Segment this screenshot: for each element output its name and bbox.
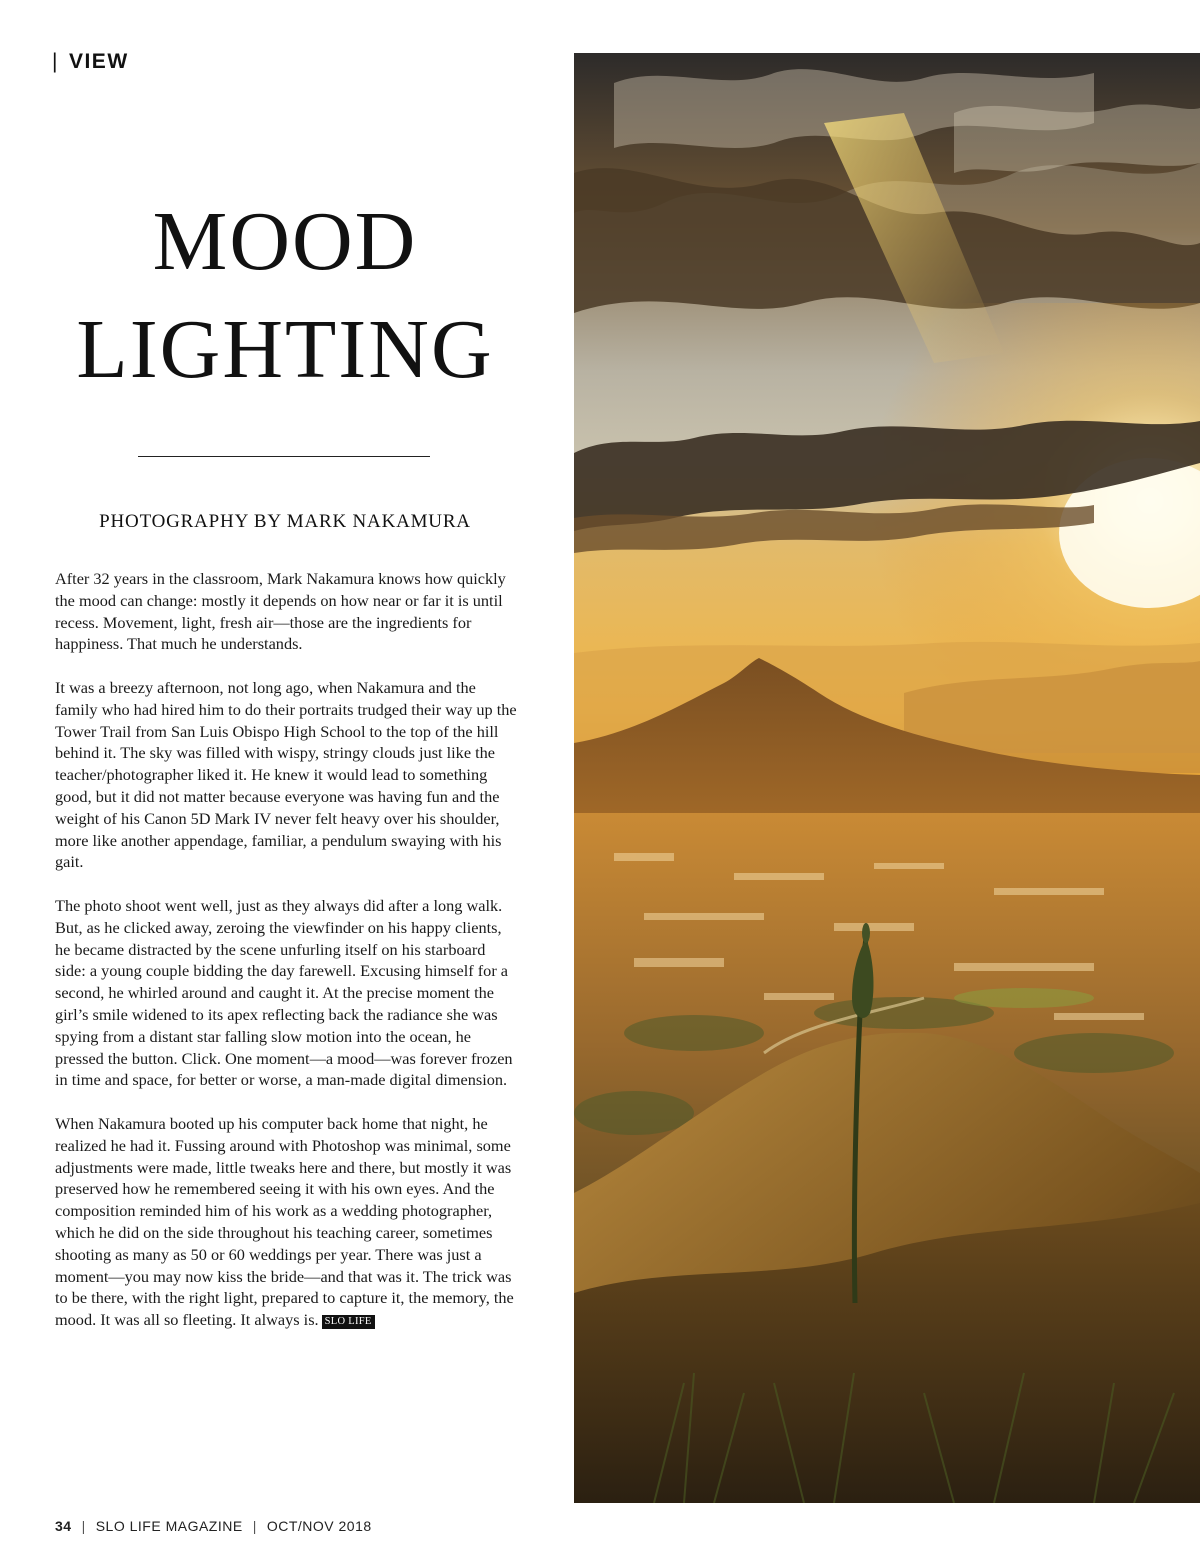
title-line-2: LIGHTING (76, 303, 494, 396)
page-footer (55, 1518, 372, 1534)
body-paragraph-4-text: When Nakamura booted up his computer back home that night, he realized he had it. Fussing around with Photoshop was minimal, some adjustments were made, little tweaks here and there, but mostly it was preserved how he remembered seeing it with his own eyes. And the composition reminded him of his work as a wedding photographer, which he did on the side throughout his teaching career, sometimes shooting as many as 50 or 60 weddings per year. There was just a moment—you may now kiss the bride—and that was it. The trick was to be there, with the right light, prepared to capture it, the memory, the mood. It was all so fleeting. It always is. (55, 1113, 514, 1330)
landscape-photo (574, 53, 1200, 1503)
article-body (55, 568, 517, 1353)
section-label-text: VIEW (68, 50, 129, 73)
footer-separator: | (252, 1518, 257, 1534)
body-paragraph-1: After 32 years in the classroom, Mark Nakamura knows how quickly the mood can change: mostly it depends on how near or far it is until recess. Movement, light, fresh air—those are the ingredients for happiness. That much he understands. (55, 569, 506, 654)
section-label (52, 50, 129, 74)
page-number: 34 (55, 1518, 72, 1534)
end-mark-badge: SLO LIFE (322, 1315, 375, 1329)
section-divider: | (52, 50, 59, 73)
title-divider-rule (138, 456, 430, 457)
body-paragraph-3: The photo shoot went well, just as they always did after a long walk. But, as he clicked away, zeroing the viewfinder on his happy clients, he became distracted by the scene unfurling itself on his starboard side: a young couple bidding the day farewell. Excusing himself for a second, he whirled around and caught it. At the precise moment the girl’s smile widened to its apex reflecting back the radiance she was spying from a distant star falling slow motion into the ocean, he pressed the button. Click. One moment—a mood—was forever frozen in time and space, for better or worse, a man-made digital dimension. (55, 895, 513, 1090)
photo-credit-byline: PHOTOGRAPHY BY MARK NAKAMURA (99, 511, 471, 532)
publication-name: SLO LIFE MAGAZINE (95, 1518, 243, 1534)
body-paragraph-2: It was a breezy afternoon, not long ago, when Nakamura and the family who had hired him to do their portraits trudged their way up the Tower Trail from San Luis Obispo High School to the top of the hill behind it. The sky was filled with wispy, stringy clouds just like the teacher/photographer liked it. He knew it would lead to something good, but it did not matter because everyone was having fun and the weight of his Canon 5D Mark IV never felt heavy over his shoulder, more like another appendage, familiar, a pendulum swaying with his gait. (55, 677, 517, 872)
issue-date: OCT/NOV 2018 (266, 1518, 372, 1534)
title-line-1: MOOD (152, 195, 418, 288)
article-title (40, 188, 530, 404)
footer-separator: | (81, 1518, 86, 1534)
body-paragraph-4 (55, 1113, 517, 1331)
